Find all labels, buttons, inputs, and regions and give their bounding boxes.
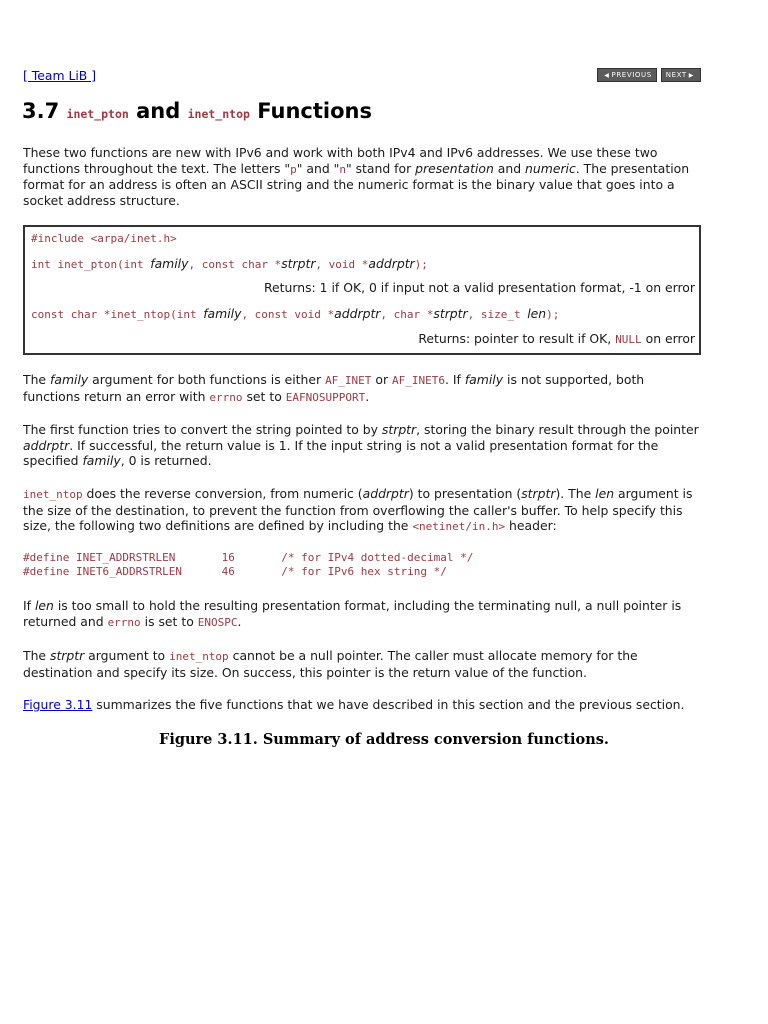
arrow-right-icon: ▶ bbox=[688, 71, 694, 79]
function-prototype-box bbox=[23, 225, 701, 355]
heading-func-pton: inet_pton bbox=[66, 107, 129, 121]
define-line: #define INET_ADDRSTRLEN 16 /* for IPv4 dotted-decimal */ bbox=[23, 551, 474, 564]
inet-ntop-paragraph: inet_ntop does the reverse conversion, from numeric (addrptr) to presentation (strptr). The len argument is the size of the destination, to prevent the function from overflowing the caller's buffer. To help specify this size, the following two definitions are defined by including the <netinet/in.h> header: bbox=[23, 486, 693, 533]
previous-label: PREVIOUS bbox=[611, 71, 652, 79]
heading-func-ntop: inet_ntop bbox=[187, 107, 250, 121]
section-number: 3.7 bbox=[22, 99, 60, 123]
include-line: #include <arpa/inet.h> bbox=[31, 232, 177, 245]
section-heading bbox=[22, 99, 372, 123]
strptr-paragraph: The strptr argument to inet_ntop cannot be a null pointer. The caller must allocate memory for the destination and specify its size. On success, this pointer is the return value of the function. bbox=[23, 648, 638, 680]
previous-button[interactable] bbox=[597, 68, 656, 82]
inet-pton-prototype: int inet_pton(int family, const char *strptr, void *addrptr); bbox=[31, 256, 428, 271]
intro-paragraph: These two functions are new with IPv6 and work with both IPv4 and IPv6 addresses. We use these two functions throughout the text. The letters "p" and "n" stand for presentation and numeric. The presentation format for an address is often an ASCII string and the numeric format is the binary value that goes into a socket address structure. bbox=[23, 145, 690, 208]
define-block bbox=[23, 551, 473, 579]
first-function-paragraph: The first function tries to convert the string pointed to by strptr, storing the binary result through the pointer addrptr. If successful, the return value is 1. If the input string is not a valid presentation format for the specified family, 0 is returned. bbox=[23, 422, 699, 468]
figure-reference-paragraph: Figure 3.11 summarizes the five functions that we have described in this section and the previous section. bbox=[23, 697, 685, 712]
inet-ntop-prototype: const char *inet_ntop(int family, const void *addrptr, char *strptr, size_t len); bbox=[31, 306, 560, 321]
page-nav-buttons bbox=[597, 68, 701, 82]
team-lib-link[interactable]: [ Team LiB ] bbox=[23, 68, 97, 83]
next-label: NEXT bbox=[665, 71, 687, 79]
figure-3-11-link[interactable]: Figure 3.11 bbox=[23, 697, 93, 712]
len-paragraph: If len is too small to hold the resulting presentation format, including the terminating null, a null pointer is returned and errno is set to ENOSPC. bbox=[23, 598, 682, 629]
top-nav-bar bbox=[23, 67, 701, 85]
heading-functions: Functions bbox=[257, 99, 372, 123]
inet-ntop-returns: Returns: pointer to result if OK, NULL on error bbox=[418, 331, 695, 346]
inet-pton-returns: Returns: 1 if OK, 0 if input not a valid presentation format, -1 on error bbox=[263, 280, 695, 295]
heading-and: and bbox=[136, 99, 181, 123]
arrow-left-icon: ◀ bbox=[604, 71, 610, 79]
family-paragraph: The family argument for both functions is either AF_INET or AF_INET6. If family is not supported, both functions return an error with errno set to EAFNOSUPPORT. bbox=[23, 372, 645, 404]
next-button[interactable] bbox=[661, 68, 701, 82]
define-line: #define INET6_ADDRSTRLEN 46 /* for IPv6 hex string */ bbox=[23, 565, 447, 578]
figure-caption: Figure 3.11. Summary of address conversion functions. bbox=[159, 731, 609, 748]
